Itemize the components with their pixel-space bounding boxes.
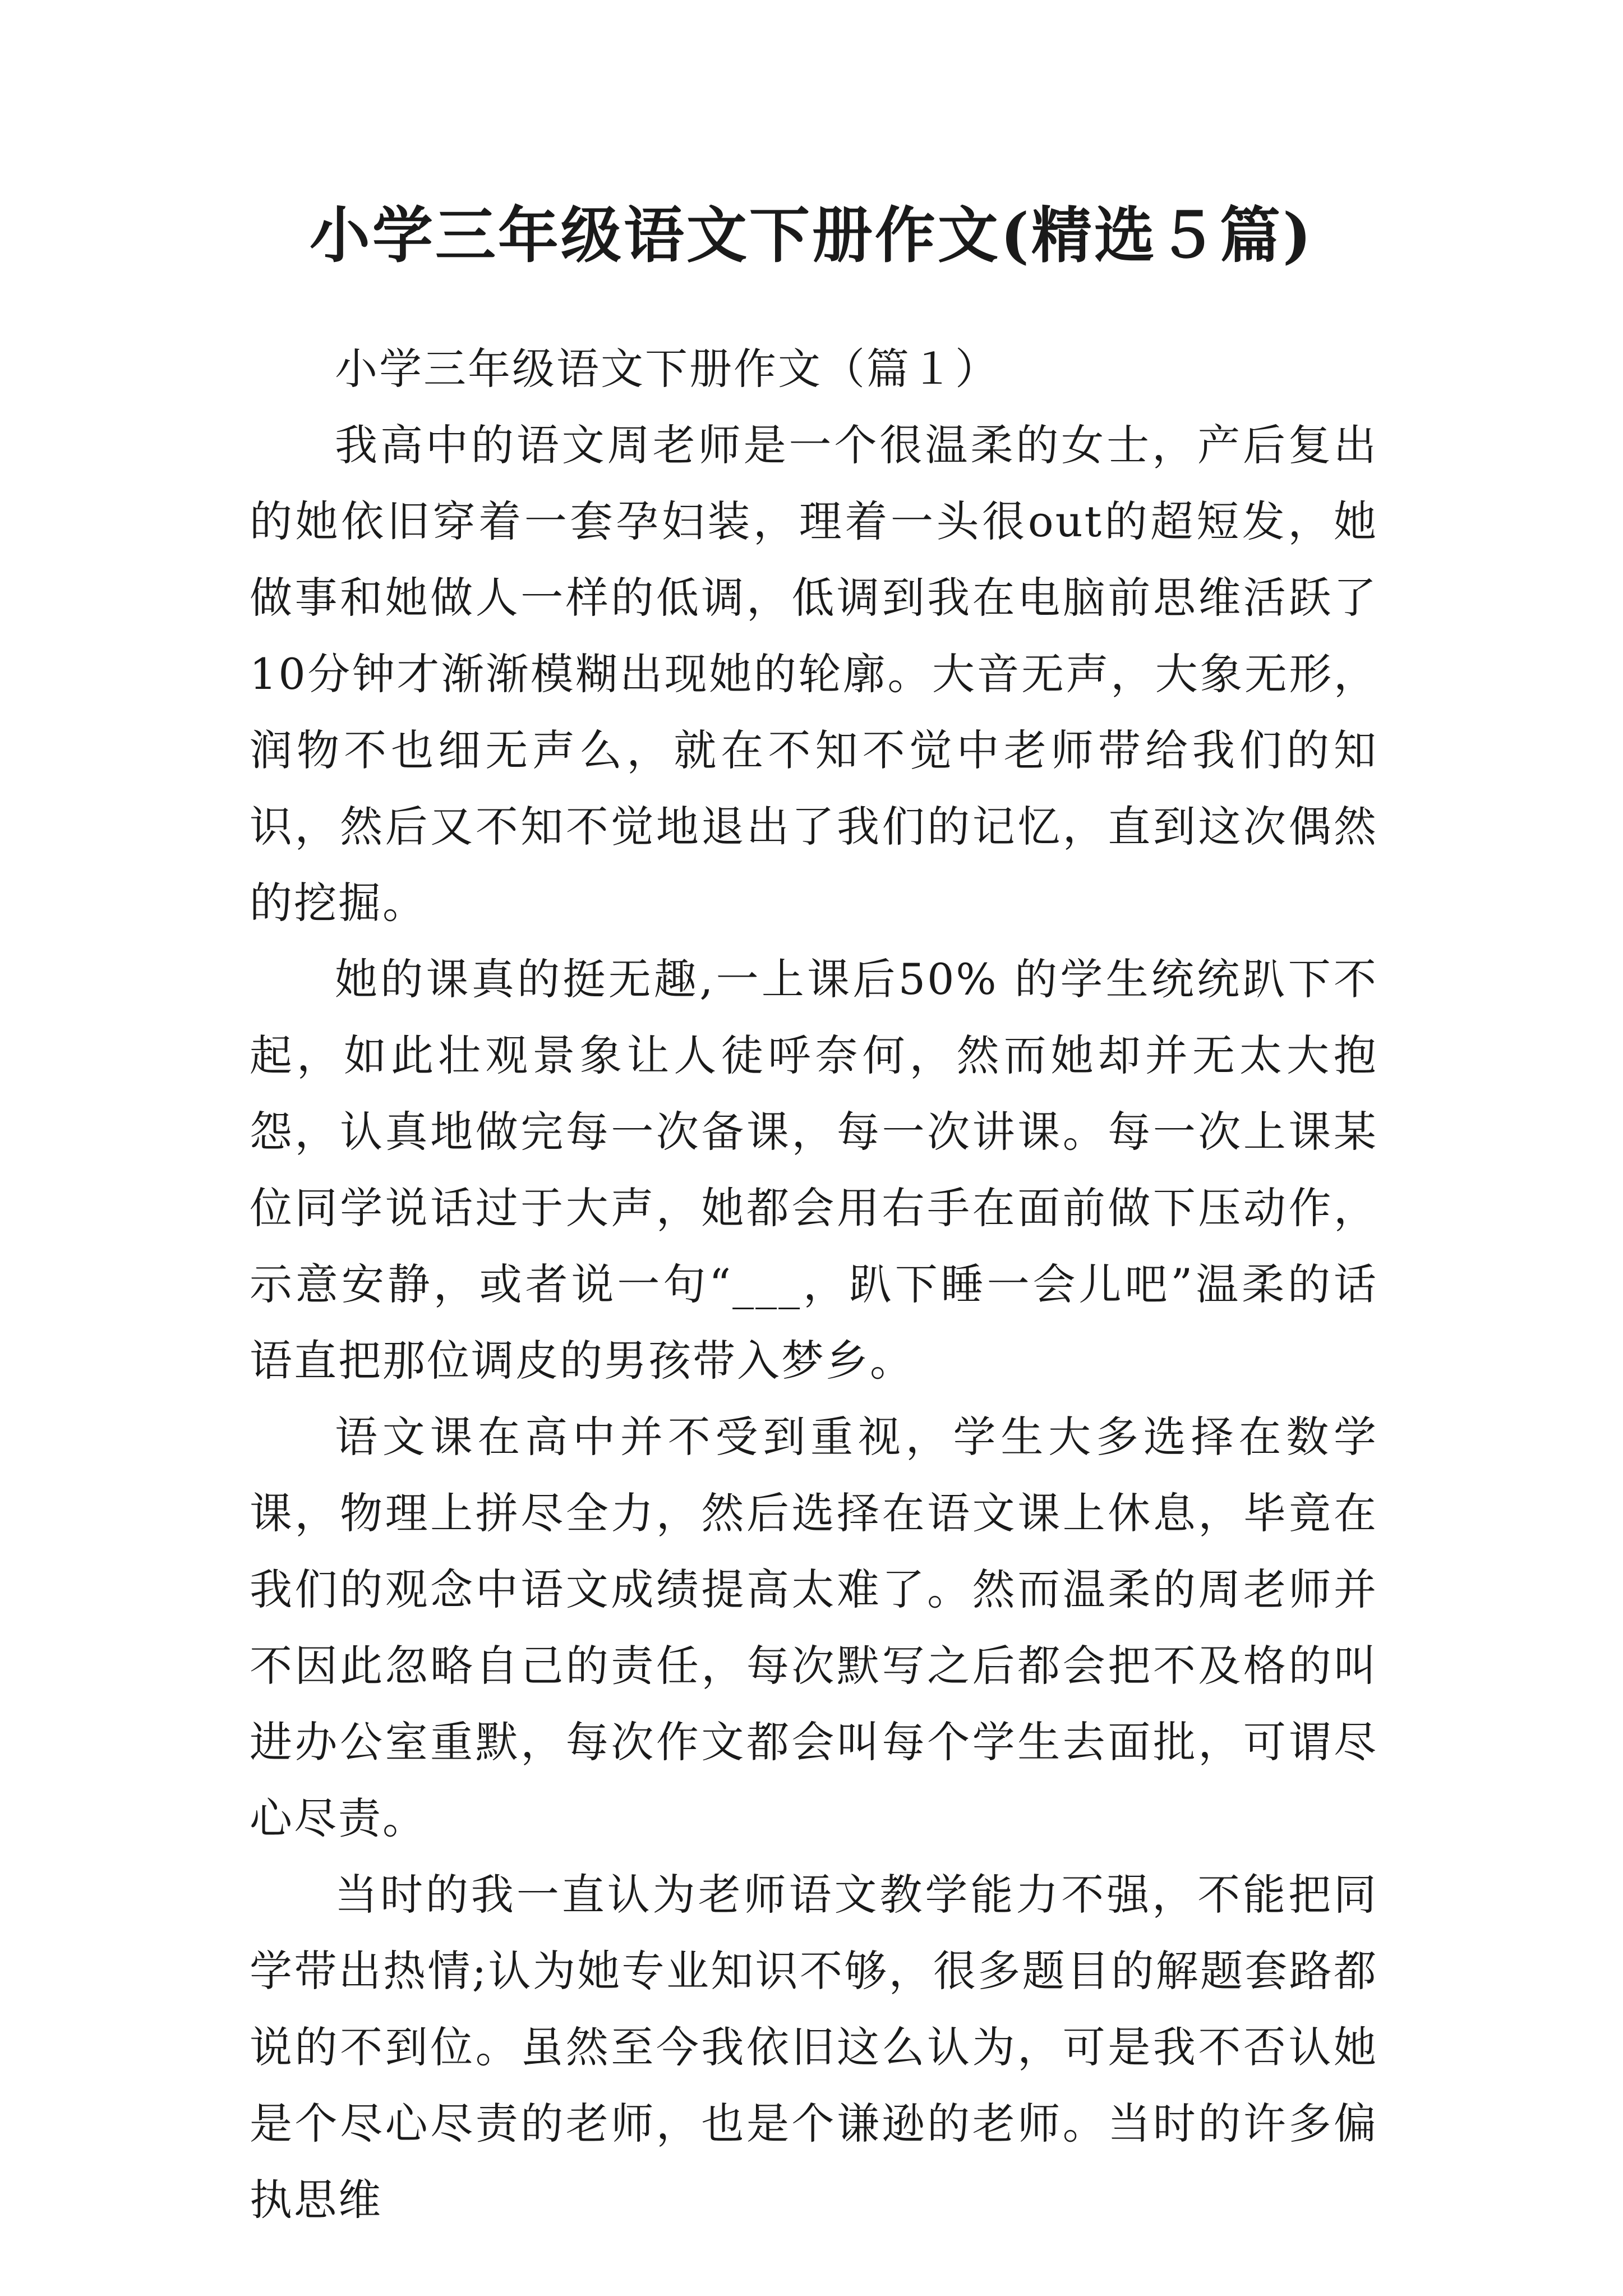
section-heading: 小学三年级语文下册作文（篇１） — [335, 344, 999, 394]
paragraph-4: 当时的我一直认为老师语文教学能力不强，不能把同学带出热情;认为她专业知识不够，很多题目的解题套路都说的不到位。虽然至今我依旧这么认为，可是我不否认她是个尽心尽责的老师，也是个谦逊的老师。当时的许多偏执思维 — [250, 1870, 1378, 2225]
document-body — [250, 331, 1378, 2238]
paragraph-2: 她的课真的挺无趣,一上课后50% 的学生统统趴下不起，如此壮观景象让人徒呼奈何，然而她却并无太大抱怨，认真地做完每一次备课，每一次讲课。每一次上课某位同学说话过于大声，她都会用右手在面前做下压动作，示意安静，或者说一句“___，趴下睡一会儿吧”温柔的话语直把那位调皮的男孩带入梦乡。 — [250, 954, 1378, 1386]
paragraph-3: 语文课在高中并不受到重视，学生大多选择在数学课，物理上拼尽全力，然后选择在语文课上休息，毕竟在我们的观念中语文成绩提高太难了。然而温柔的周老师并不因此忽略自己的责任，每次默写之后都会把不及格的叫进办公室重默，每次作文都会叫每个学生去面批，可谓尽心尽责。 — [250, 1412, 1378, 1843]
document-title: 小学三年级语文下册作文(精选５篇) — [309, 200, 1314, 271]
paragraph-1: 我高中的语文周老师是一个很温柔的女士，产后复出的她依旧穿着一套孕妇装，理着一头很out的超短发，她做事和她做人一样的低调，低调到我在电脑前思维活跃了10分钟才渐渐模糊出现她的轮廓。大音无声，大象无形，润物不也细无声么，就在不知不觉中老师带给我们的知识，然后又不知不觉地退出了我们的记忆，直到这次偶然的挖掘。 — [250, 420, 1378, 928]
